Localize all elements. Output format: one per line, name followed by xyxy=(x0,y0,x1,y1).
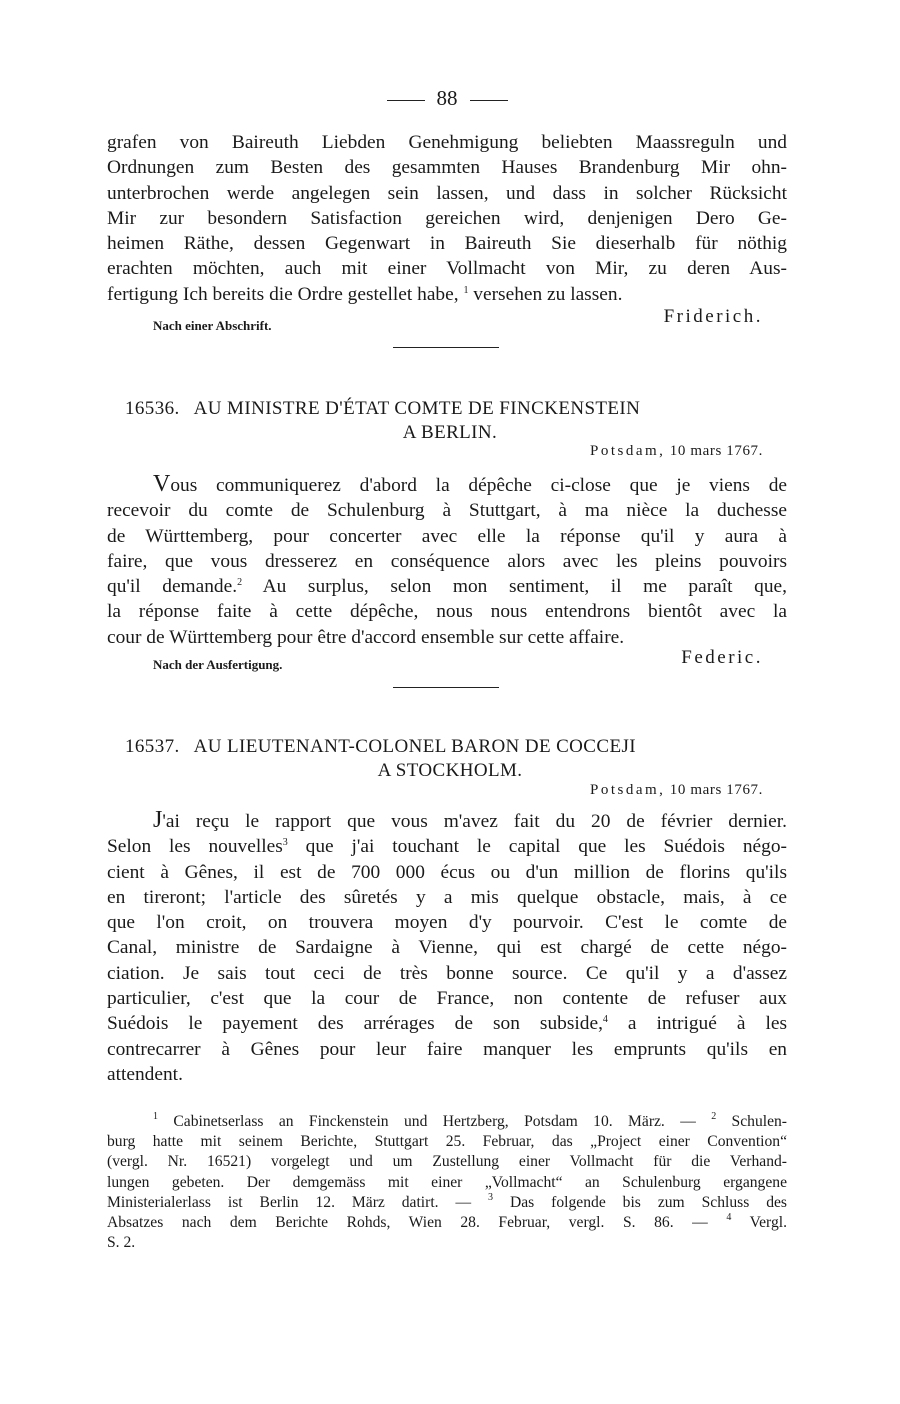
footnote-line: lungen gebeten. Der demgemäss mit einer „Vollmacht“ an Schulenburg ergangene xyxy=(107,1173,787,1191)
footnote-line: burg hatte mit seinem Berichte, Stuttgart 25. Februar, das „Project einer Convention“ xyxy=(107,1133,787,1151)
text-line: Ordnungen zum Besten des gesammten Hauses Brandenburg Mir ohn- xyxy=(107,157,787,179)
text-line xyxy=(107,1011,787,1036)
text-line: ciation. Je sais tout ceci de très bonne source. Ce qu'il y a d'assez xyxy=(107,962,787,984)
text-segment: Cabinetserlass an Finckenstein und Hertzberg, Potsdam 10. März. — xyxy=(158,1113,712,1130)
text-line: la réponse faite à cette dépêche, nous nous entendrons bientôt avec la xyxy=(107,601,787,623)
header-dash-right xyxy=(470,100,508,101)
header-dash-left xyxy=(387,100,425,101)
text-segment: Ministerialerlass ist Berlin 12. März datirt. — xyxy=(107,1193,489,1211)
section-divider xyxy=(393,347,499,348)
dateline xyxy=(590,443,763,460)
heading-location: A STOCKHOLM. xyxy=(377,760,523,781)
text-line: en tireront; l'article des sûretés y a mis quelque obstacle, mais, à ce xyxy=(107,886,787,908)
text-line: heimen Räthe, dessen Gegenwart in Baireuth Sie dieserhalb für nöthig xyxy=(107,233,787,255)
footnote-ref: 4 xyxy=(602,1014,608,1026)
letter-heading xyxy=(125,397,775,445)
continuation-paragraph xyxy=(107,130,787,307)
text-line: recevoir du comte de Schulenburg à Stuttgart, à ma nièce la duchesse xyxy=(107,500,787,522)
text-segment: ous communiquerez d'abord la dépêche ci-close que je viens de xyxy=(170,475,787,496)
text-segment: Au surplus, selon mon sentiment, il me paraît que, xyxy=(242,576,787,598)
footnote-line xyxy=(107,1112,787,1132)
heading-recipient: AU LIEUTENANT-COLONEL BARON DE COCCEJI xyxy=(193,736,636,757)
dateline-place: Potsdam, xyxy=(589,782,666,798)
text-line xyxy=(107,472,787,498)
letter-number: 16537. xyxy=(125,736,180,757)
text-segment: fertigung Ich bereits die Ordre gestellet habe, xyxy=(107,283,464,305)
text-line: erachten möchten, auch mit einer Vollmacht von Mir, zu deren Aus- xyxy=(107,258,787,280)
initial-letter: V xyxy=(153,471,171,497)
text-segment: Vergl. xyxy=(731,1214,787,1232)
text-segment: Suédois le payement des arrérages de son subside, xyxy=(107,1013,603,1035)
initial-letter: J xyxy=(153,807,163,833)
text-line: que l'on croit, on trouvera moyen d'y pourvoir. C'est le comte de xyxy=(107,912,787,934)
section-divider xyxy=(393,687,499,688)
source-note: Nach der Ausfertigung. xyxy=(153,657,283,672)
text-segment: qu'il demande. xyxy=(107,576,238,598)
text-line: attendent. xyxy=(107,1063,183,1085)
letter-body xyxy=(107,808,787,1087)
text-line: contrecarrer à Gênes pour leur faire manquer les emprunts qu'ils en xyxy=(107,1038,787,1060)
letter-number: 16536. xyxy=(125,398,180,419)
footnote-ref: 2 xyxy=(237,577,243,589)
text-line: Mir zur besondern Satisfaction gereichen wird, denjenigen Dero Ge- xyxy=(107,207,787,229)
text-line: cient à Gênes, il est de 700 000 écus ou d'un million de florins qu'ils xyxy=(107,861,787,883)
footnote-ref: 1 xyxy=(463,284,469,296)
dateline-place: Potsdam, xyxy=(589,443,666,459)
footnote-line xyxy=(107,1193,787,1213)
signature: Friderich. xyxy=(663,306,763,327)
footnotes xyxy=(107,1112,787,1253)
text-line: grafen von Baireuth Liebden Genehmigung beliebten Maassreguln und xyxy=(107,132,787,153)
dateline xyxy=(590,782,763,799)
page-number: 88 xyxy=(436,86,458,110)
text-line: Canal, ministre de Sardaigne à Vienne, qui est chargé de cette négo- xyxy=(107,937,787,959)
footnote-mark: 3 xyxy=(488,1191,494,1203)
footnote-mark: 4 xyxy=(726,1212,732,1224)
footnote-line: (vergl. Nr. 16521) vorgelegt und um Zustellung einer Vollmacht für die Verhand- xyxy=(107,1153,787,1171)
dateline-date: 10 mars 1767. xyxy=(669,443,763,459)
text-line xyxy=(107,574,787,599)
text-segment: Das folgende bis zum Schluss des xyxy=(493,1193,787,1211)
letter-heading xyxy=(125,735,775,783)
footnote-mark: 2 xyxy=(711,1111,717,1122)
text-line: faire, que vous dresserez en conséquence alors avec les pleins pouvoirs xyxy=(107,550,787,572)
text-segment: Absatzes nach dem Berichte Rohds, Wien 28. Februar, vergl. S. 86. — xyxy=(107,1214,727,1232)
text-segment: Schulen- xyxy=(716,1113,787,1130)
text-segment: versehen zu lassen. xyxy=(468,283,623,305)
footnote-line: S. 2. xyxy=(107,1234,136,1252)
footnote-line xyxy=(107,1213,787,1233)
text-segment: que j'ai touchant le capital que les Suédois négo- xyxy=(287,836,787,858)
dateline-date: 10 mars 1767. xyxy=(669,782,763,798)
text-line: cour de Württemberg pour être d'accord ensemble sur cette affaire. xyxy=(107,626,625,648)
heading-recipient: AU MINISTRE D'ÉTAT COMTE DE FINCKENSTEIN xyxy=(193,398,641,419)
footnote-mark: 1 xyxy=(153,1111,158,1122)
text-line: particulier, c'est que la cour de France, non contente de refuser aux xyxy=(107,988,787,1010)
letter-body xyxy=(107,472,787,650)
text-line xyxy=(107,808,787,834)
signature: Federic. xyxy=(681,647,763,668)
source-note: Nach einer Abschrift. xyxy=(153,318,272,333)
footnote-ref: 3 xyxy=(282,837,288,849)
text-segment: 'ai reçu le rapport que vous m'avez fait du 20 de février dernier. xyxy=(162,811,787,832)
text-line xyxy=(107,834,787,859)
text-line: unterbrochen werde angelegen sein lassen, und dass in solcher Rücksicht xyxy=(107,182,787,204)
text-line xyxy=(107,282,787,307)
page-header xyxy=(107,86,787,111)
text-segment: a intrigué à les xyxy=(607,1013,787,1035)
heading-location: A BERLIN. xyxy=(402,422,498,443)
text-line: de Württemberg, pour concerter avec elle la réponse qu'il y aura à xyxy=(107,525,787,547)
text-segment: Selon les nouvelles xyxy=(107,836,283,858)
